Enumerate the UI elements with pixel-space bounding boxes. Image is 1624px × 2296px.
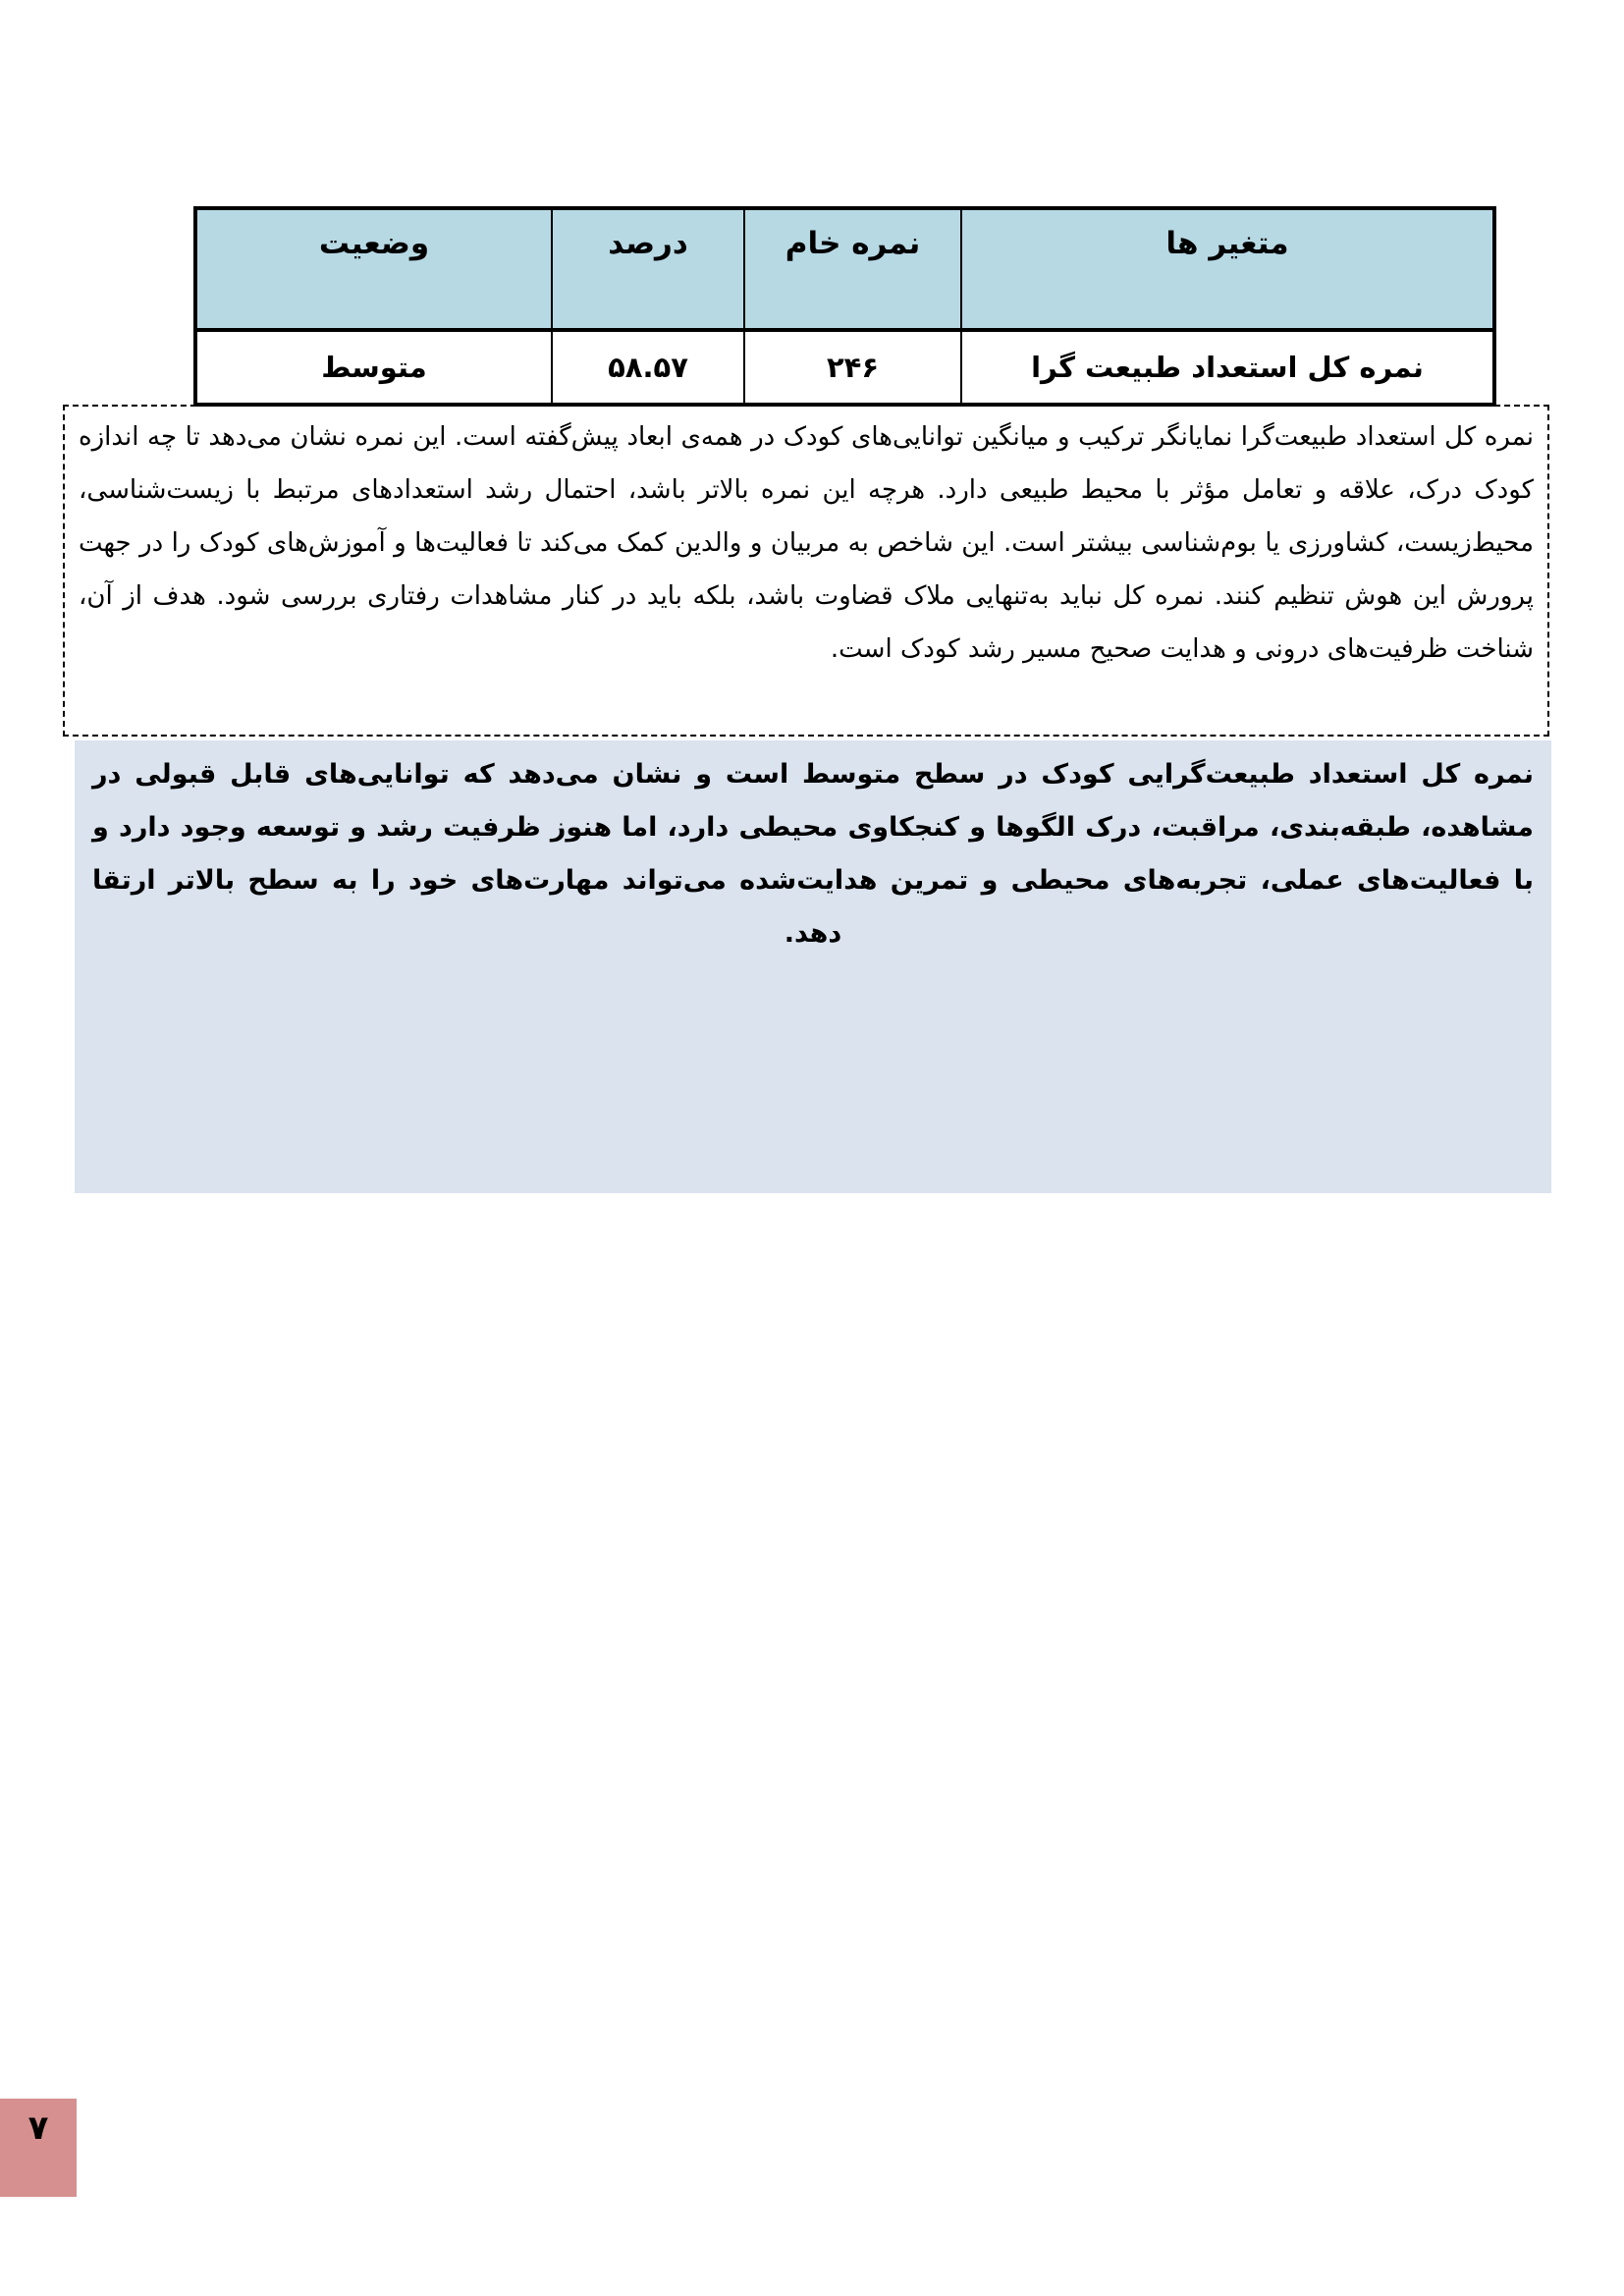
table-row — [195, 330, 1494, 405]
page-number: ۷ — [27, 2108, 49, 2148]
cell-status: متوسط — [195, 330, 552, 405]
cell-raw-score: ۲۴۶ — [744, 330, 961, 405]
cell-variable-name: نمره کل استعداد طبیعت گرا — [961, 330, 1494, 405]
column-header-variables: متغیر ها — [961, 208, 1494, 330]
interpretation-box: نمره کل استعداد طبیعت‌گرایی کودک در سطح متوسط است و نشان می‌دهد که توانایی‌های قابل قبولی در مشاهده، طبقه‌بندی، مراقبت، درک الگوها و کنجکاوی محیطی دارد، اما هنوز ظرفیت رشد و توسعه وجود دارد و با فعالیت‌های عملی، تجربه‌های محیطی و تمرین هدایت‌شده می‌تواند مهارت‌های خود را به سطح بالاتر ارتقا دهد. — [75, 740, 1551, 1193]
page-number-badge — [0, 2099, 77, 2197]
column-header-percent: درصد — [552, 208, 744, 330]
cell-percent: ۵۸.۵۷ — [552, 330, 744, 405]
column-header-status: وضعیت — [195, 208, 552, 330]
description-box: نمره کل استعداد طبیعت‌گرا نمایانگر ترکیب و میانگین توانایی‌های کودک در همه‌ی ابعاد پیش‌گفته است. این نمره نشان می‌دهد تا چه اندازه کودک درک، علاقه و تعامل مؤثر با محیط طبیعی دارد. هرچه این نمره بالاتر باشد، احتمال رشد استعدادهای مرتبط با زیست‌شناسی، محیط‌زیست، کشاورزی یا بوم‌شناسی بیشتر است. این شاخص به مربیان و والدین کمک می‌کند تا فعالیت‌ها و آموزش‌های کودک را در جهت پرورش این هوش تنظیم کنند. نمره کل نباید به‌تنهایی ملاک قضاوت باشد، بلکه باید در کنار مشاهدات رفتاری بررسی شود. هدف از آن، شناخت ظرفیت‌های درونی و هدایت صحیح مسیر رشد کودک است. — [63, 405, 1549, 737]
column-header-raw-score: نمره خام — [744, 208, 961, 330]
table-header-row — [195, 208, 1494, 330]
score-table — [193, 206, 1496, 407]
